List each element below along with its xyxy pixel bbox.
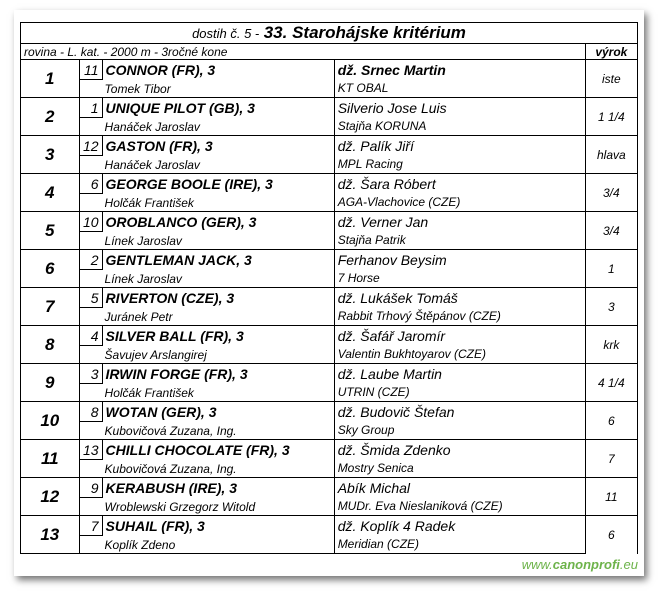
result-row-main <box>21 288 638 308</box>
owner-cell: UTRIN (CZE) <box>334 384 585 402</box>
owner-cell: KT OBAL <box>334 80 585 98</box>
trainer-cell: Tomek Tibor <box>79 80 334 98</box>
jockey-cell: dž. Budovič Štefan <box>334 402 585 422</box>
result-row-main <box>21 136 638 156</box>
result-row-detail <box>21 498 638 516</box>
place-cell: 13 <box>21 516 80 554</box>
result-cell: 3/4 <box>585 174 637 212</box>
start-number-cell: 10 <box>79 212 102 232</box>
horse-name-cell: GEORGE BOOLE (IRE), 3 <box>102 174 334 194</box>
result-cell: 7 <box>585 440 637 478</box>
place-cell: 7 <box>21 288 80 326</box>
watermark-brand: canonprofi <box>552 557 620 572</box>
jockey-cell: dž. Šmida Zdenko <box>334 440 585 460</box>
race-title-cell <box>21 23 638 44</box>
race-title: 33. Starohájske kritérium <box>263 23 466 42</box>
trainer-cell: Holčák František <box>79 384 334 402</box>
watermark-prefix: www. <box>521 557 553 572</box>
race-prefix: dostih č. 5 - <box>192 26 260 41</box>
result-row-main <box>21 516 638 536</box>
horse-name-cell: KERABUSH (IRE), 3 <box>102 478 334 498</box>
horse-name-cell: CONNOR (FR), 3 <box>102 60 334 80</box>
result-row-detail <box>21 346 638 364</box>
place-cell: 8 <box>21 326 80 364</box>
trainer-cell: Koplík Zdeno <box>79 536 334 554</box>
jockey-cell: dž. Lukášek Tomáš <box>334 288 585 308</box>
result-cell: 3/4 <box>585 212 637 250</box>
jockey-cell: dž. Srnec Martin <box>334 60 585 80</box>
result-cell: 1 <box>585 250 637 288</box>
jockey-cell: dž. Laube Martin <box>334 364 585 384</box>
result-row-main <box>21 402 638 422</box>
place-cell: 4 <box>21 174 80 212</box>
start-number-cell: 9 <box>79 478 102 498</box>
trainer-cell: Šavujev Arslangirej <box>79 346 334 364</box>
result-row-detail <box>21 156 638 174</box>
jockey-cell: dž. Koplík 4 Radek <box>334 516 585 536</box>
race-info: rovina - L. kat. - 2000 m - 3ročné kone <box>21 44 586 60</box>
jockey-cell: Ferhanov Beysim <box>334 250 585 270</box>
result-cell: 6 <box>585 516 637 554</box>
result-row-detail <box>21 194 638 212</box>
result-row-detail <box>21 232 638 250</box>
place-cell: 9 <box>21 364 80 402</box>
trainer-cell: Kubovičová Zuzana, Ing. <box>79 422 334 440</box>
result-row-detail <box>21 460 638 478</box>
start-number-cell: 1 <box>79 98 102 118</box>
horse-name-cell: GENTLEMAN JACK, 3 <box>102 250 334 270</box>
result-row-detail <box>21 384 638 402</box>
place-cell: 12 <box>21 478 80 516</box>
horse-name-cell: CHILLI CHOCOLATE (FR), 3 <box>102 440 334 460</box>
start-number-cell: 8 <box>79 402 102 422</box>
result-row-detail <box>21 270 638 288</box>
place-cell: 6 <box>21 250 80 288</box>
result-row-main <box>21 326 638 346</box>
result-row-main <box>21 60 638 80</box>
race-results-table <box>20 22 638 554</box>
trainer-cell: Juránek Petr <box>79 308 334 326</box>
owner-cell: Rabbit Trhový Štěpánov (CZE) <box>334 308 585 326</box>
jockey-cell: dž. Palík Jiří <box>334 136 585 156</box>
start-number-cell: 6 <box>79 174 102 194</box>
owner-cell: Meridian (CZE) <box>334 536 585 554</box>
result-cell: 1 1/4 <box>585 98 637 136</box>
jockey-cell: dž. Verner Jan <box>334 212 585 232</box>
trainer-cell: Hanáček Jaroslav <box>79 156 334 174</box>
result-row-main <box>21 478 638 498</box>
horse-name-cell: WOTAN (GER), 3 <box>102 402 334 422</box>
start-number-cell: 2 <box>79 250 102 270</box>
result-row-detail <box>21 422 638 440</box>
owner-cell: Valentin Bukhtoyarov (CZE) <box>334 346 585 364</box>
info-row <box>21 44 638 60</box>
result-cell: krk <box>585 326 637 364</box>
result-row-main <box>21 174 638 194</box>
owner-cell: MPL Racing <box>334 156 585 174</box>
result-row-detail <box>21 80 638 98</box>
place-cell: 1 <box>21 60 80 98</box>
start-number-cell: 13 <box>79 440 102 460</box>
owner-cell: Mostry Senica <box>334 460 585 478</box>
results-sheet <box>14 10 644 576</box>
trainer-cell: Kubovičová Zuzana, Ing. <box>79 460 334 478</box>
place-cell: 5 <box>21 212 80 250</box>
horse-name-cell: SILVER BALL (FR), 3 <box>102 326 334 346</box>
horse-name-cell: OROBLANCO (GER), 3 <box>102 212 334 232</box>
jockey-cell: dž. Šara Róbert <box>334 174 585 194</box>
result-row-main <box>21 250 638 270</box>
result-row-detail <box>21 308 638 326</box>
owner-cell: 7 Horse <box>334 270 585 288</box>
result-row-main <box>21 440 638 460</box>
result-row-main <box>21 98 638 118</box>
result-column-header: výrok <box>585 44 637 60</box>
result-row-detail <box>21 536 638 554</box>
horse-name-cell: GASTON (FR), 3 <box>102 136 334 156</box>
result-cell: iste <box>585 60 637 98</box>
owner-cell: AGA-Vlachovice (CZE) <box>334 194 585 212</box>
owner-cell: MUDr. Eva Nieslaniková (CZE) <box>334 498 585 516</box>
start-number-cell: 7 <box>79 516 102 536</box>
owner-cell: Stajňa Patrik <box>334 232 585 250</box>
trainer-cell: Hanáček Jaroslav <box>79 118 334 136</box>
place-cell: 2 <box>21 98 80 136</box>
start-number-cell: 11 <box>79 60 102 80</box>
place-cell: 10 <box>21 402 80 440</box>
owner-cell: Stajňa KORUNA <box>334 118 585 136</box>
result-cell: 6 <box>585 402 637 440</box>
result-cell: 11 <box>585 478 637 516</box>
jockey-cell: Silverio Jose Luis <box>334 98 585 118</box>
result-row-main <box>21 212 638 232</box>
place-cell: 11 <box>21 440 80 478</box>
start-number-cell: 3 <box>79 364 102 384</box>
start-number-cell: 12 <box>79 136 102 156</box>
jockey-cell: dž. Šafář Jaromír <box>334 326 585 346</box>
trainer-cell: Línek Jaroslav <box>79 232 334 250</box>
result-row-main <box>21 364 638 384</box>
result-row-detail <box>21 118 638 136</box>
title-row <box>21 23 638 44</box>
owner-cell: Sky Group <box>334 422 585 440</box>
place-cell: 3 <box>21 136 80 174</box>
result-cell: hlava <box>585 136 637 174</box>
horse-name-cell: RIVERTON (CZE), 3 <box>102 288 334 308</box>
jockey-cell: Abík Michal <box>334 478 585 498</box>
trainer-cell: Holčák František <box>79 194 334 212</box>
horse-name-cell: SUHAIL (FR), 3 <box>102 516 334 536</box>
watermark-suffix: .eu <box>619 557 638 572</box>
trainer-cell: Wroblewski Grzegorz Witold <box>79 498 334 516</box>
horse-name-cell: IRWIN FORGE (FR), 3 <box>102 364 334 384</box>
start-number-cell: 4 <box>79 326 102 346</box>
start-number-cell: 5 <box>79 288 102 308</box>
watermark <box>522 557 638 572</box>
trainer-cell: Línek Jaroslav <box>79 270 334 288</box>
result-cell: 3 <box>585 288 637 326</box>
result-cell: 4 1/4 <box>585 364 637 402</box>
horse-name-cell: UNIQUE PILOT (GB), 3 <box>102 98 334 118</box>
